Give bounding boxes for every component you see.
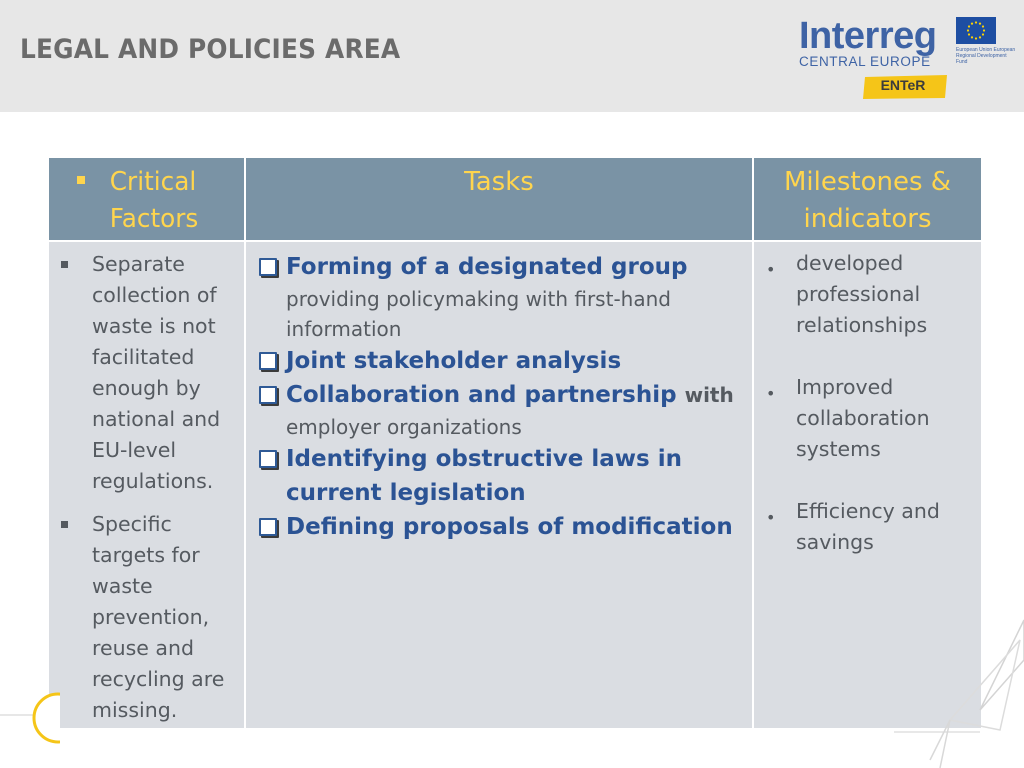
- critical-factor-text: Separate collection of waste is not facilitated enough by national and EU-level regulations.: [92, 252, 221, 493]
- task-title: Forming of a designated group: [286, 254, 688, 280]
- milestone-item: [754, 372, 981, 465]
- header-milestones-label: Milestones & indicators: [783, 167, 952, 234]
- header-critical-factors-label: Critical Factors: [109, 167, 199, 234]
- critical-factors-cell: [48, 241, 245, 729]
- dot-bullet-icon: •: [766, 260, 776, 279]
- dot-bullet-icon: •: [766, 508, 776, 527]
- task-detail-inline: with: [684, 383, 734, 407]
- checkbox-bullet-icon: [259, 386, 277, 404]
- page-title: LEGAL AND POLICIES AREA: [20, 34, 401, 65]
- logo-eu-caption: European Union European Regional Development Fund: [956, 47, 1016, 65]
- critical-factor-item: [49, 249, 244, 497]
- task-title: Joint stakeholder analysis: [286, 348, 622, 374]
- task-title: Collaboration and partnership: [286, 382, 677, 408]
- header-tasks-label: Tasks: [464, 167, 534, 197]
- header-milestones: [753, 157, 982, 241]
- task-item: [256, 250, 748, 344]
- interreg-logo: [795, 14, 1016, 104]
- task-item: [256, 510, 748, 544]
- task-title: Defining proposals of modification: [286, 514, 733, 540]
- checkbox-bullet-icon: [259, 352, 277, 370]
- critical-factor-item: [49, 509, 244, 726]
- task-item: [256, 442, 748, 510]
- task-item: [256, 378, 748, 442]
- task-title: Identifying obstructive laws in current legislation: [286, 446, 682, 506]
- milestone-text: Improved collaboration systems: [796, 375, 930, 461]
- content-table: [47, 156, 983, 730]
- header-tasks: [245, 157, 753, 241]
- milestone-text: Efficiency and savings: [796, 499, 940, 554]
- header-critical-factors: [48, 157, 245, 241]
- eu-flag-icon: [956, 17, 996, 44]
- logo-project: ENTeR: [880, 77, 926, 93]
- square-bullet-icon: [61, 261, 68, 268]
- task-detail: providing policymaking with first-hand information: [286, 287, 671, 341]
- task-detail: employer organizations: [286, 415, 522, 439]
- square-bullet-icon: [61, 521, 68, 528]
- decorative-paper-plane-icon: [880, 600, 1024, 768]
- tasks-cell: [245, 241, 753, 729]
- logo-region: CENTRAL EUROPE: [799, 54, 931, 69]
- table-header-row: [48, 157, 982, 241]
- task-item: [256, 344, 748, 378]
- content-table-wrap: [47, 156, 981, 730]
- table-row: [48, 241, 982, 729]
- critical-factor-text: Specific targets for waste prevention, reuse and recycling are missing.: [92, 512, 225, 722]
- logo-brand: Interreg: [799, 15, 937, 57]
- milestone-item: [754, 248, 981, 341]
- decorative-circle-icon: [0, 690, 60, 750]
- checkbox-bullet-icon: [259, 450, 277, 468]
- checkbox-bullet-icon: [259, 258, 277, 276]
- header-bar: [0, 0, 1024, 112]
- dot-bullet-icon: •: [766, 384, 776, 403]
- milestone-item: [754, 496, 981, 558]
- checkbox-bullet-icon: [259, 518, 277, 536]
- milestone-text: developed professional relationships: [796, 251, 928, 337]
